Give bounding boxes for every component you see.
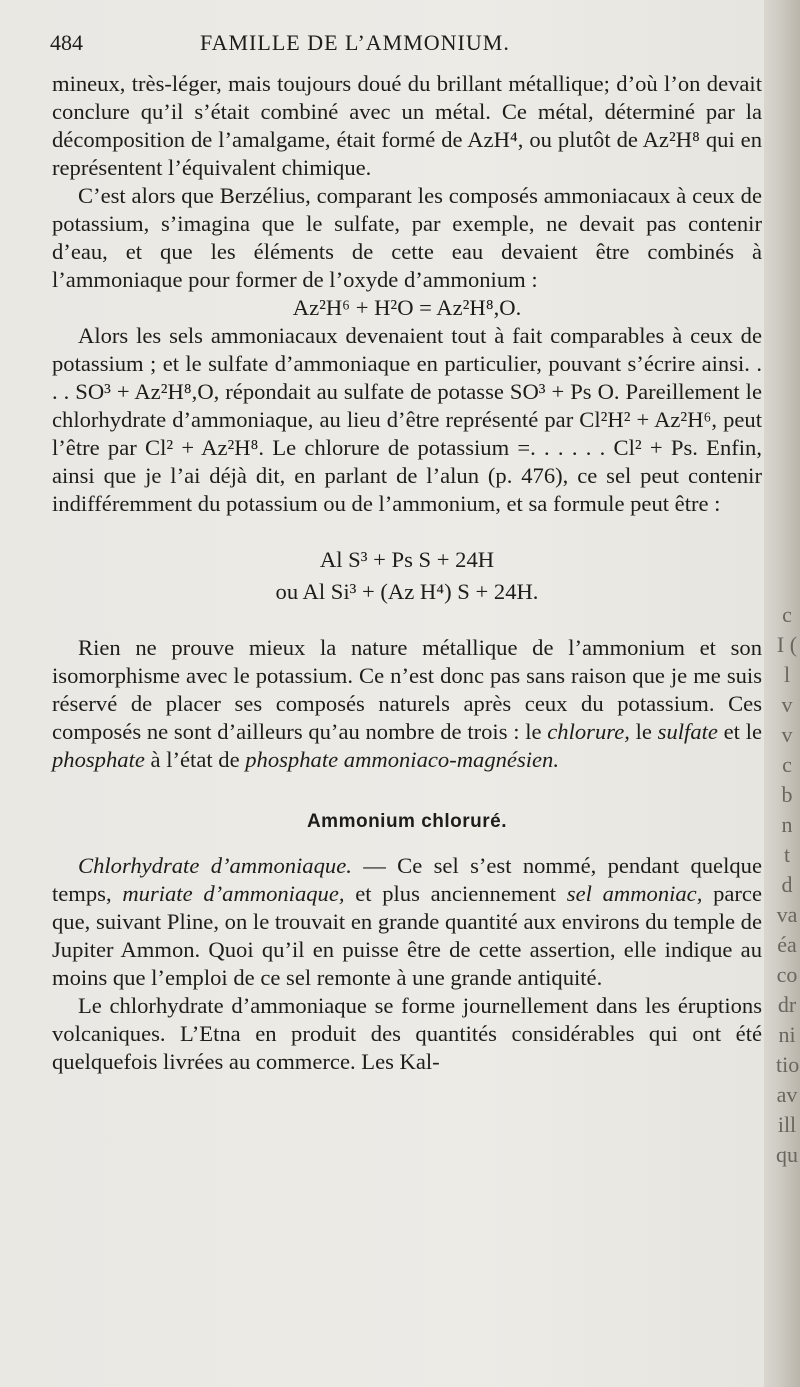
- formula-alun-line-1: Al S³ + Ps S + 24H: [319, 547, 495, 572]
- paragraph-3: Alors les sels ammoniacaux devenaient tout à fait comparables à ceux de potassium ; et le sulfate d’ammoniaque en particulier, pouvant s’écrire ainsi. . . . SO³ + Az²H⁸,O, répondait au sulfate de potasse SO³ + Ps O. Pareillement le chlorhydrate d’ammoniaque, au lieu d’être représenté par Cl²H² + Az²H⁶, peut l’être par Cl² + Az²H⁸. Le chlorure de potassium =. . . . . . Cl² + Ps. Enfin, ainsi que je l’ai déjà dit, en parlant de l’alun (p. 476), ce sel peut contenir indifféremment du potassium ou de l’ammonium, et sa formule peut être :: [52, 323, 762, 516]
- paragraph-4: [52, 634, 762, 774]
- p5-title: Chlorhydrate d’ammoniaque.: [78, 853, 352, 878]
- formula-oxyde-ammonium: Az²H⁶ + H²O = Az²H⁸,O.: [292, 295, 522, 320]
- paragraph-5: [52, 852, 762, 992]
- paragraph-6: Le chlorhydrate d’ammoniaque se forme journellement dans les éruptions volcaniques. L’Etna en produit des quantités considérables qui ont été quelquefois livrées au commerce. Les Kal-: [52, 993, 762, 1074]
- p4-chlorure: chlorure,: [547, 719, 630, 744]
- running-head: FAMILLE DE L’AMMONIUM.: [200, 30, 510, 55]
- p5-text-c: parce que, suivant Pline, on le trouvait en grande quantité aux environs du temple de Jupiter Ammon. Quoi qu’il en puisse être de cette assertion, elle indique au moins que l’emploi de ce sel remonte à une grande antiquité.: [52, 881, 762, 990]
- paragraph-2: C’est alors que Berzélius, comparant les composés ammoniacaux à ceux de potassium, s’imagina que le sulfate, par exemple, ne devait pas contenir d’eau, et que les éléments de cette eau devaient être combinés à l’ammoniaque pour former de l’oxyde d’ammonium :: [52, 183, 762, 292]
- p4-phosphate-ammoniaco: phosphate ammoniaco-magnésien.: [245, 747, 560, 772]
- p4-a: à l’état de: [144, 747, 246, 772]
- page-number: 484: [50, 30, 83, 55]
- p5-text-a: — Ce sel s’est nommé, pendant quelque temps,: [52, 853, 762, 906]
- page-header: [50, 26, 750, 60]
- page-body: [52, 70, 762, 1076]
- p4-phosphate: phosphate: [52, 747, 145, 772]
- p4-sulfate: sulfate: [657, 719, 718, 744]
- p5-text-b: et plus anciennement: [344, 881, 567, 906]
- formula-alun: [52, 544, 762, 608]
- p5-muriate: muriate d’ammoniaque,: [122, 881, 345, 906]
- formula-alun-line-2: ou Al Si³ + (Az H⁴) S + 24H.: [275, 579, 539, 604]
- paragraph-1: mineux, très-léger, mais toujours doué du brillant métallique; d’où l’on devait conclure qu’il s’était combiné avec un métal. Ce métal, déterminé par la décomposition de l’amalgame, était formé de AzH⁴, ou plutôt de Az²H⁸ qui en représentent l’équivalent chimique.: [52, 71, 762, 180]
- facing-page-edge: [764, 0, 800, 1387]
- section-heading: Ammonium chloruré.: [306, 811, 508, 832]
- p4-text-start: Rien ne prouve mieux la nature métallique de l’ammonium et son isomorphisme avec le potassium. Ce n’est donc pas sans raison que je me suis réservé de placer ses composés naturels après ceux du potassium. Ces composés ne sont d’ailleurs qu’au nombre de trois : le: [52, 635, 762, 744]
- facing-page-fragments: c I ( l v v c b n t d va éa co dr ni tio av ill qu: [776, 602, 800, 1167]
- p4-le: le: [629, 719, 658, 744]
- p4-et: et le: [717, 719, 762, 744]
- p5-sel-ammoniac: sel ammoniac,: [566, 881, 703, 906]
